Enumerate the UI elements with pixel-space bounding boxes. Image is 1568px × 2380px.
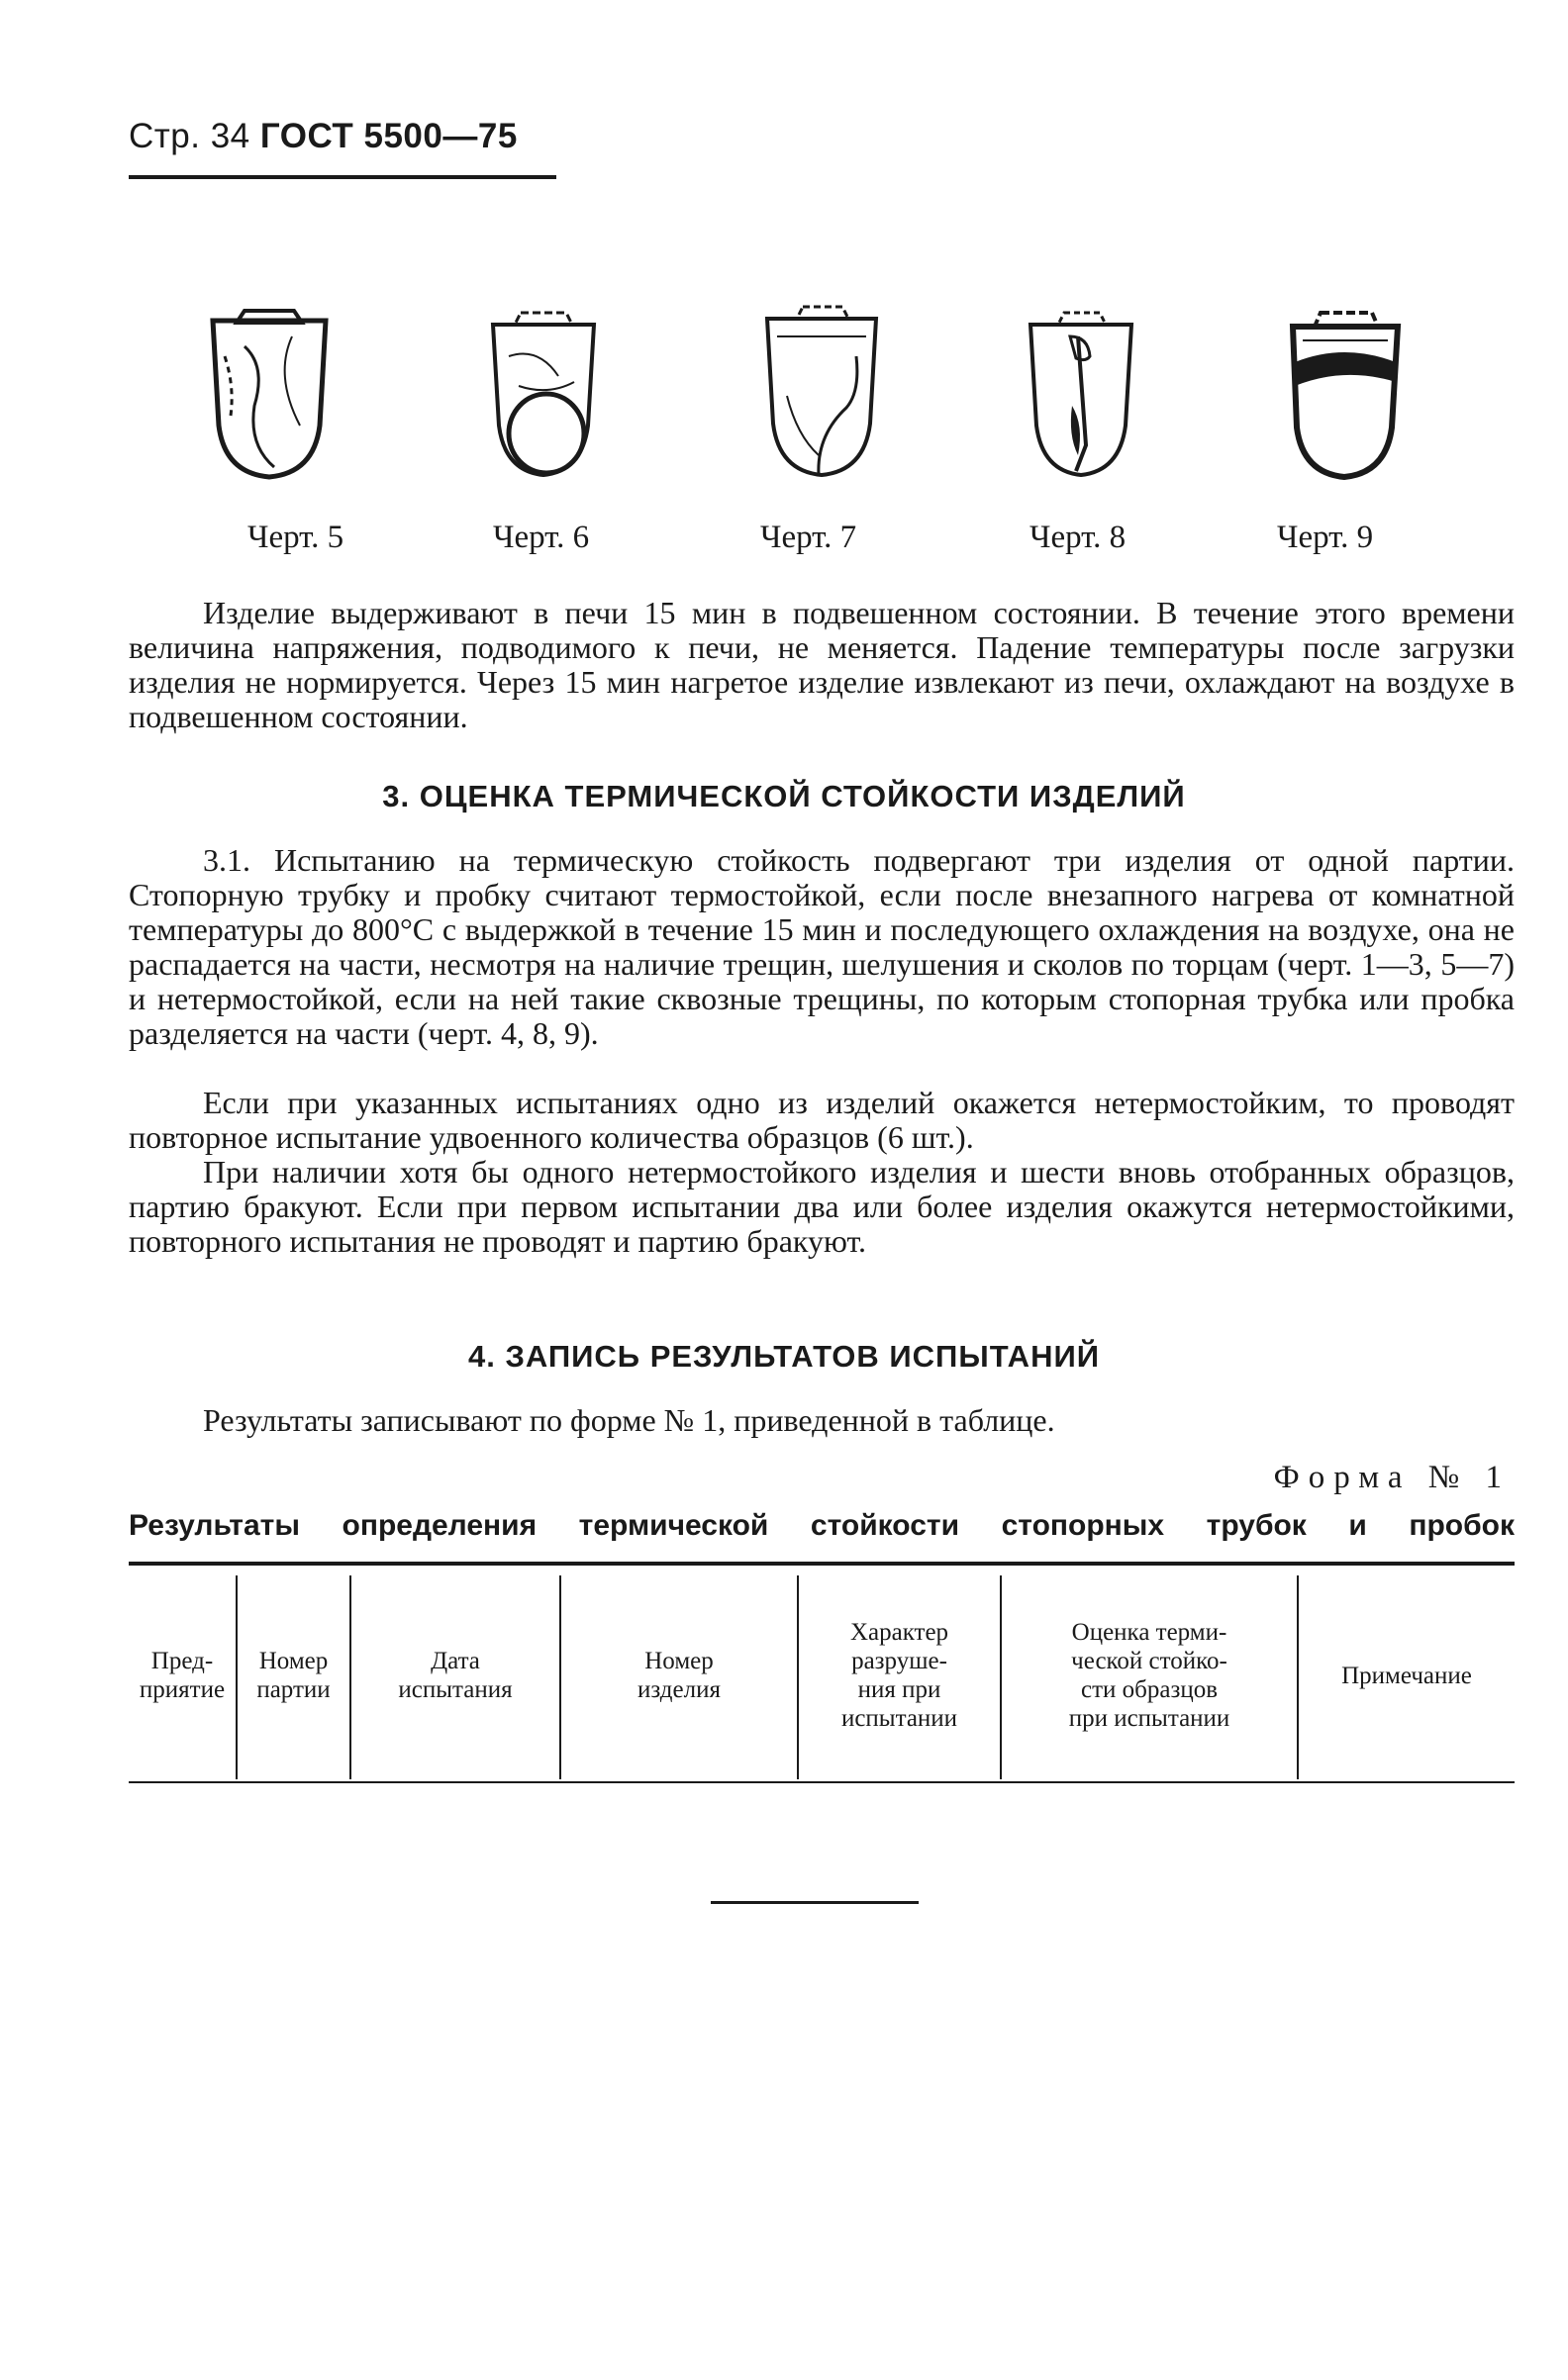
section-3-paragraph-3: При наличии хотя бы одного нетермостойкого изделия и шести вновь отобранных образцов, партию бракуют. Если при первом испытании два или более изделия окажутся нетермостойкими, повторного испытания не проводят и партию бракуют. <box>129 1154 1515 1259</box>
figure-7-caption: Черт. 7 <box>760 520 857 555</box>
table-header-thermal-rating: Оценка терми- ческой стойко- сти образцов при испытании <box>1068 1619 1230 1732</box>
cracked-stopper-icon <box>479 297 608 485</box>
page-header <box>129 117 518 156</box>
broken-stopper-icon <box>1279 297 1408 485</box>
table-header-test-date: Дата испытания <box>398 1648 513 1703</box>
cracked-stopper-icon <box>205 297 334 485</box>
split-stopper-icon <box>1017 297 1145 485</box>
table-title: Результаты определения термической стойкости стопорных трубок и пробок <box>129 1509 1515 1542</box>
table-top-rule <box>129 1562 1515 1566</box>
page-number: Стр. 34 <box>129 117 250 155</box>
figure-5 <box>205 297 334 485</box>
figure-8 <box>1017 297 1145 485</box>
section-4-paragraph: Результаты записывают по форме № 1, приведенной в таблице. <box>203 1402 1055 1438</box>
figure-6-caption: Черт. 6 <box>493 520 590 555</box>
intro-paragraph: Изделие выдерживают в печи 15 мин в подвешенном состоянии. В течение этого времени величина напряжения, подводимого к печи, не меняется. Падение температуры после загрузки изделия не нормируется. Через 15 мин нагретое изделие извлекают из печи, охлаждают на воздухе в подвешенном состоянии. <box>129 595 1515 734</box>
header-rule <box>129 175 556 179</box>
section-3-heading: 3. ОЦЕНКА ТЕРМИЧЕСКОЙ СТОЙКОСТИ ИЗДЕЛИЙ <box>382 779 1186 813</box>
figure-9-caption: Черт. 9 <box>1277 520 1374 555</box>
form-label: Форма № 1 <box>1273 1460 1511 1495</box>
section-3-paragraph-2: Если при указанных испытаниях одно из изделий окажется нетермостойким, то проводят повторное испытание удвоенного количества образцов (6 шт.). <box>129 1085 1515 1155</box>
table-header-note: Примечание <box>1341 1662 1472 1689</box>
table-header-failure-type: Характер разруше- ния при испытании <box>840 1619 958 1732</box>
table-bottom-rule <box>129 1781 1515 1783</box>
standard-number: ГОСТ 5500—75 <box>259 117 518 155</box>
figure-6 <box>479 297 608 485</box>
table-header-batch-number: Номер партии <box>256 1648 331 1703</box>
cracked-stopper-icon <box>757 297 886 485</box>
section-3-paragraph-1: 3.1. Испытанию на термическую стойкость подвергают три изделия от одной партии. Стопорную трубку и пробку считают термостойкой, если после внезапного нагрева от комнатной температуры до 800°С с выдержкой в течение 15 мин и последующего охлаждения на воздухе, она не распадается на части, несмотря на наличие трещин, шелушения и сколов по торцам (черт. 1—3, 5—7) и нетермостойкой, если на ней такие сквозные трещины, по которым стопорная трубка или пробка разделяется на части (черт. 4, 8, 9). <box>129 842 1515 1051</box>
section-4-heading: 4. ЗАПИСЬ РЕЗУЛЬТАТОВ ИСПЫТАНИЙ <box>467 1339 1101 1374</box>
table-header-item-number: Номер изделия <box>637 1648 721 1703</box>
end-rule <box>711 1901 919 1904</box>
table-header-enterprise: Пред- приятие <box>139 1648 226 1703</box>
figure-8-caption: Черт. 8 <box>1029 520 1127 555</box>
figure-9 <box>1279 297 1408 485</box>
figure-7 <box>757 297 886 485</box>
figure-5-caption: Черт. 5 <box>247 520 344 555</box>
